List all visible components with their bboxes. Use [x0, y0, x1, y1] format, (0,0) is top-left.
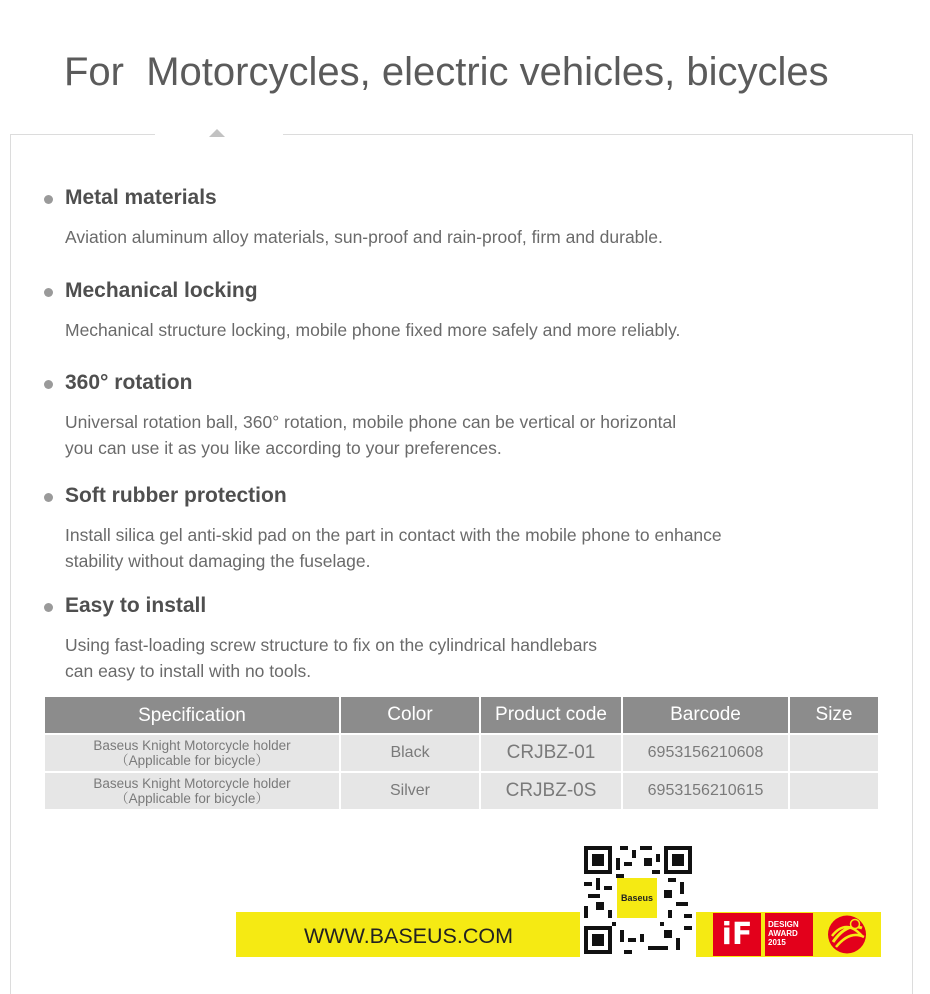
bullet-icon	[44, 288, 53, 297]
pointer-triangle-icon	[209, 129, 225, 137]
feature-description-line: you can use it as you like according to your preferences.	[65, 438, 502, 458]
qr-code[interactable]	[580, 842, 696, 958]
spec-note: （Applicable for bicycle）	[115, 753, 269, 768]
award-line: DESIGN	[768, 920, 799, 929]
feature-description	[65, 522, 722, 574]
cell-product-code: CRJBZ-0S	[481, 773, 621, 809]
cell-product-code: CRJBZ-01	[481, 735, 621, 771]
feature-description	[65, 224, 663, 250]
feature-description	[65, 632, 597, 684]
design-award-logo	[765, 913, 813, 956]
website-link[interactable]: WWW.BASEUS.COM	[304, 924, 514, 948]
header-product-code: Product code	[481, 697, 621, 733]
table-row	[45, 735, 878, 771]
if-logo-icon: iF	[713, 913, 761, 956]
feature-title: Soft rubber protection	[65, 484, 287, 507]
cell-specification	[45, 773, 339, 809]
bullet-icon	[44, 380, 53, 389]
spec-table	[43, 695, 880, 811]
feature-description	[65, 317, 680, 343]
red-dot-award-icon	[824, 912, 870, 957]
qr-badge: Baseus	[617, 878, 657, 918]
table-header-row	[45, 697, 878, 733]
cell-specification	[45, 735, 339, 771]
cell-barcode: 6953156210615	[623, 773, 788, 809]
feature-description-line: Universal rotation ball, 360° rotation, mobile phone can be vertical or horizontal	[65, 412, 677, 432]
header-color: Color	[341, 697, 479, 733]
bullet-icon	[44, 195, 53, 204]
cell-color: Silver	[341, 773, 479, 809]
feature-description-line: Install silica gel anti-skid pad on the part in contact with the mobile phone to enhance	[65, 525, 722, 545]
bullet-icon	[44, 493, 53, 502]
bullet-icon	[44, 603, 53, 612]
header-size: Size	[790, 697, 878, 733]
page-title: For Motorcycles, electric vehicles, bicycles	[64, 50, 829, 94]
award-line: AWARD	[768, 929, 798, 938]
cell-size	[790, 735, 878, 771]
cell-barcode: 6953156210608	[623, 735, 788, 771]
cell-size	[790, 773, 878, 809]
feature-description-line: Aviation aluminum alloy materials, sun-proof and rain-proof, firm and durable.	[65, 227, 663, 247]
feature-description-line: stability without damaging the fuselage.	[65, 551, 371, 571]
feature-description	[65, 409, 676, 461]
spec-name: Baseus Knight Motorcycle holder	[93, 738, 291, 753]
spec-name: Baseus Knight Motorcycle holder	[93, 776, 291, 791]
feature-title: Metal materials	[65, 186, 217, 209]
cell-color: Black	[341, 735, 479, 771]
spec-note: （Applicable for bicycle）	[115, 791, 269, 806]
feature-description-line: can easy to install with no tools.	[65, 661, 312, 681]
award-line: 2015	[768, 938, 786, 947]
feature-title: Easy to install	[65, 594, 207, 617]
feature-description-line: Mechanical structure locking, mobile phone fixed more safely and more reliably.	[65, 320, 681, 340]
table-row	[45, 773, 878, 809]
feature-title: 360° rotation	[65, 371, 193, 394]
header-specification: Specification	[45, 697, 339, 733]
feature-title: Mechanical locking	[65, 279, 258, 302]
header-barcode: Barcode	[623, 697, 788, 733]
feature-description-line: Using fast-loading screw structure to fix on the cylindrical handlebars	[65, 635, 598, 655]
